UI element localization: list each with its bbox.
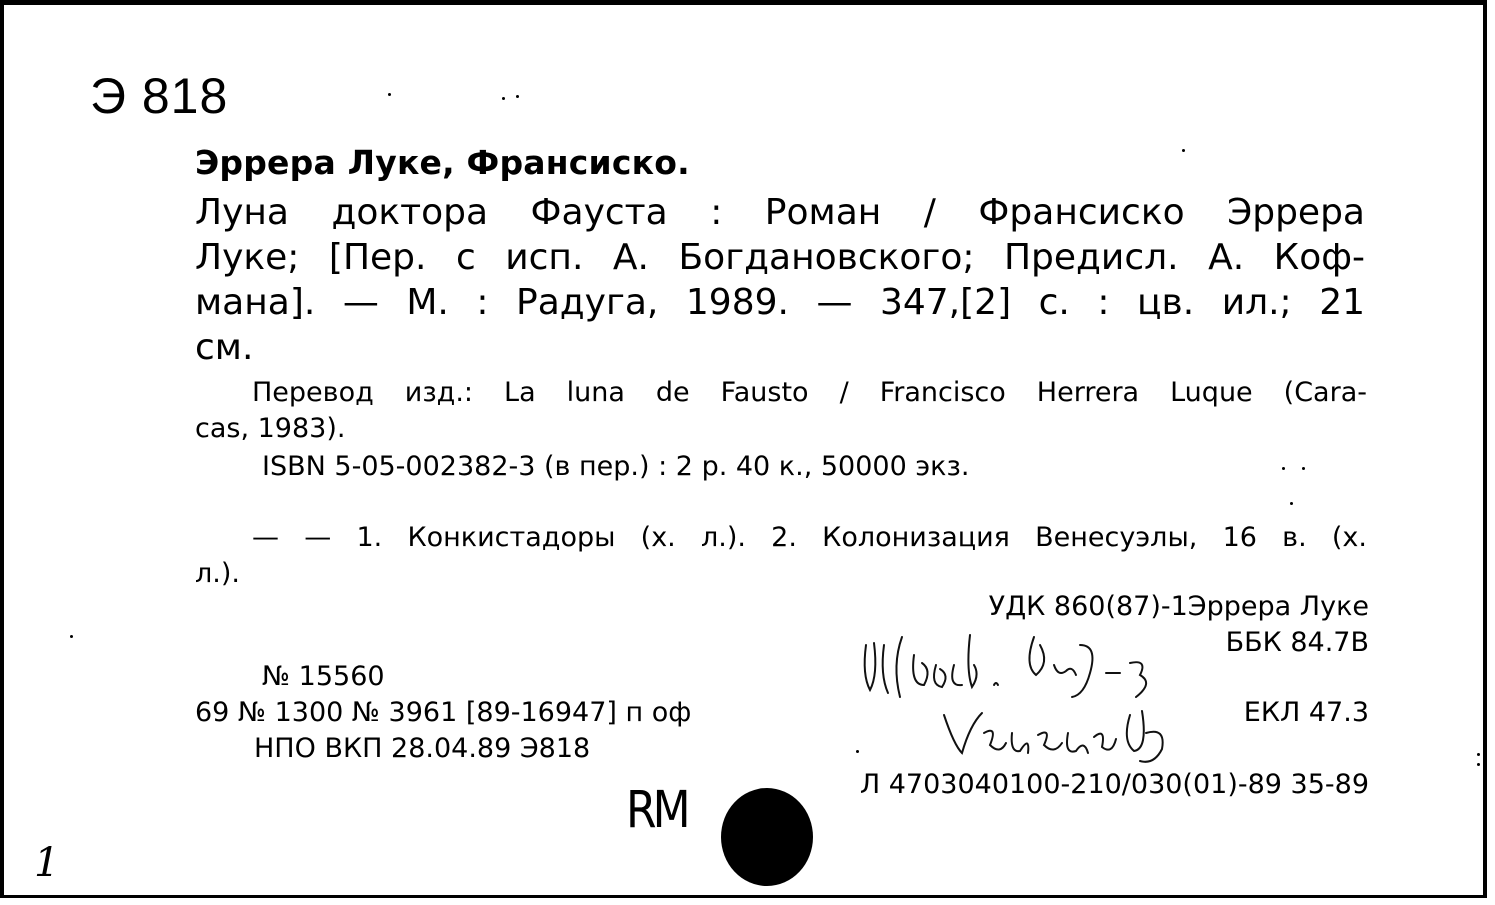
speck — [502, 97, 505, 100]
speck — [1290, 502, 1293, 505]
speck — [856, 750, 859, 753]
handwritten-annotation — [844, 615, 1204, 775]
publisher-line: НПО ВКП 28.04.89 Э818 — [254, 733, 591, 764]
corner-handwritten-mark: 1 — [34, 840, 60, 886]
description-line-3: мана]. — М. : Радуга, 1989. — 347,[2] с. : цв. ил.; 21 — [195, 282, 1365, 323]
isbn-line: ISBN 5-05-002382-3 (в пер.) : 2 р. 40 к., 50000 экз. — [262, 451, 970, 482]
bbk-index: ББК 84.7В — [1225, 627, 1369, 658]
code-line: Л 4703040100-210/030(01)-89 35-89 — [859, 769, 1369, 800]
description-line-1: Луна доктора Фауста : Роман / Франсиско Эррера — [195, 192, 1365, 233]
ekl-index: ЕКЛ 47.3 — [1243, 697, 1369, 728]
description-line-4: см. — [195, 327, 254, 368]
punch-hole — [721, 788, 813, 886]
author-heading: Эррера Луке, Франсиско. — [195, 143, 690, 182]
speck — [1477, 763, 1480, 766]
original-title-line-2: cas, 1983). — [195, 413, 346, 444]
description-line-2: Луке; [Пер. с исп. А. Богдановского; Предисл. А. Коф- — [195, 237, 1365, 278]
shelf-mark: Э 818 — [90, 68, 229, 124]
subject-line-1: — — 1. Конкистадоры (х. л.). 2. Колонизация Венесуэлы, 16 в. (х. — [252, 522, 1367, 553]
speck — [388, 93, 391, 96]
speck — [516, 95, 519, 98]
speck — [1282, 467, 1285, 470]
udk-index: УДК 860(87)-1Эррера Луке — [988, 591, 1369, 622]
speck — [70, 635, 73, 638]
subject-line-2: л.). — [195, 558, 240, 589]
order-number: № 15560 — [262, 661, 385, 692]
stamp-rm: RM — [626, 781, 687, 840]
speck — [1182, 149, 1185, 152]
speck — [1302, 467, 1305, 470]
speck — [1477, 753, 1480, 756]
print-line: 69 № 1300 № 3961 [89-16947] п оф — [195, 697, 692, 728]
original-title-line-1: Перевод изд.: La luna de Fausto / Francisco Herrera Luque (Cara- — [252, 377, 1367, 408]
